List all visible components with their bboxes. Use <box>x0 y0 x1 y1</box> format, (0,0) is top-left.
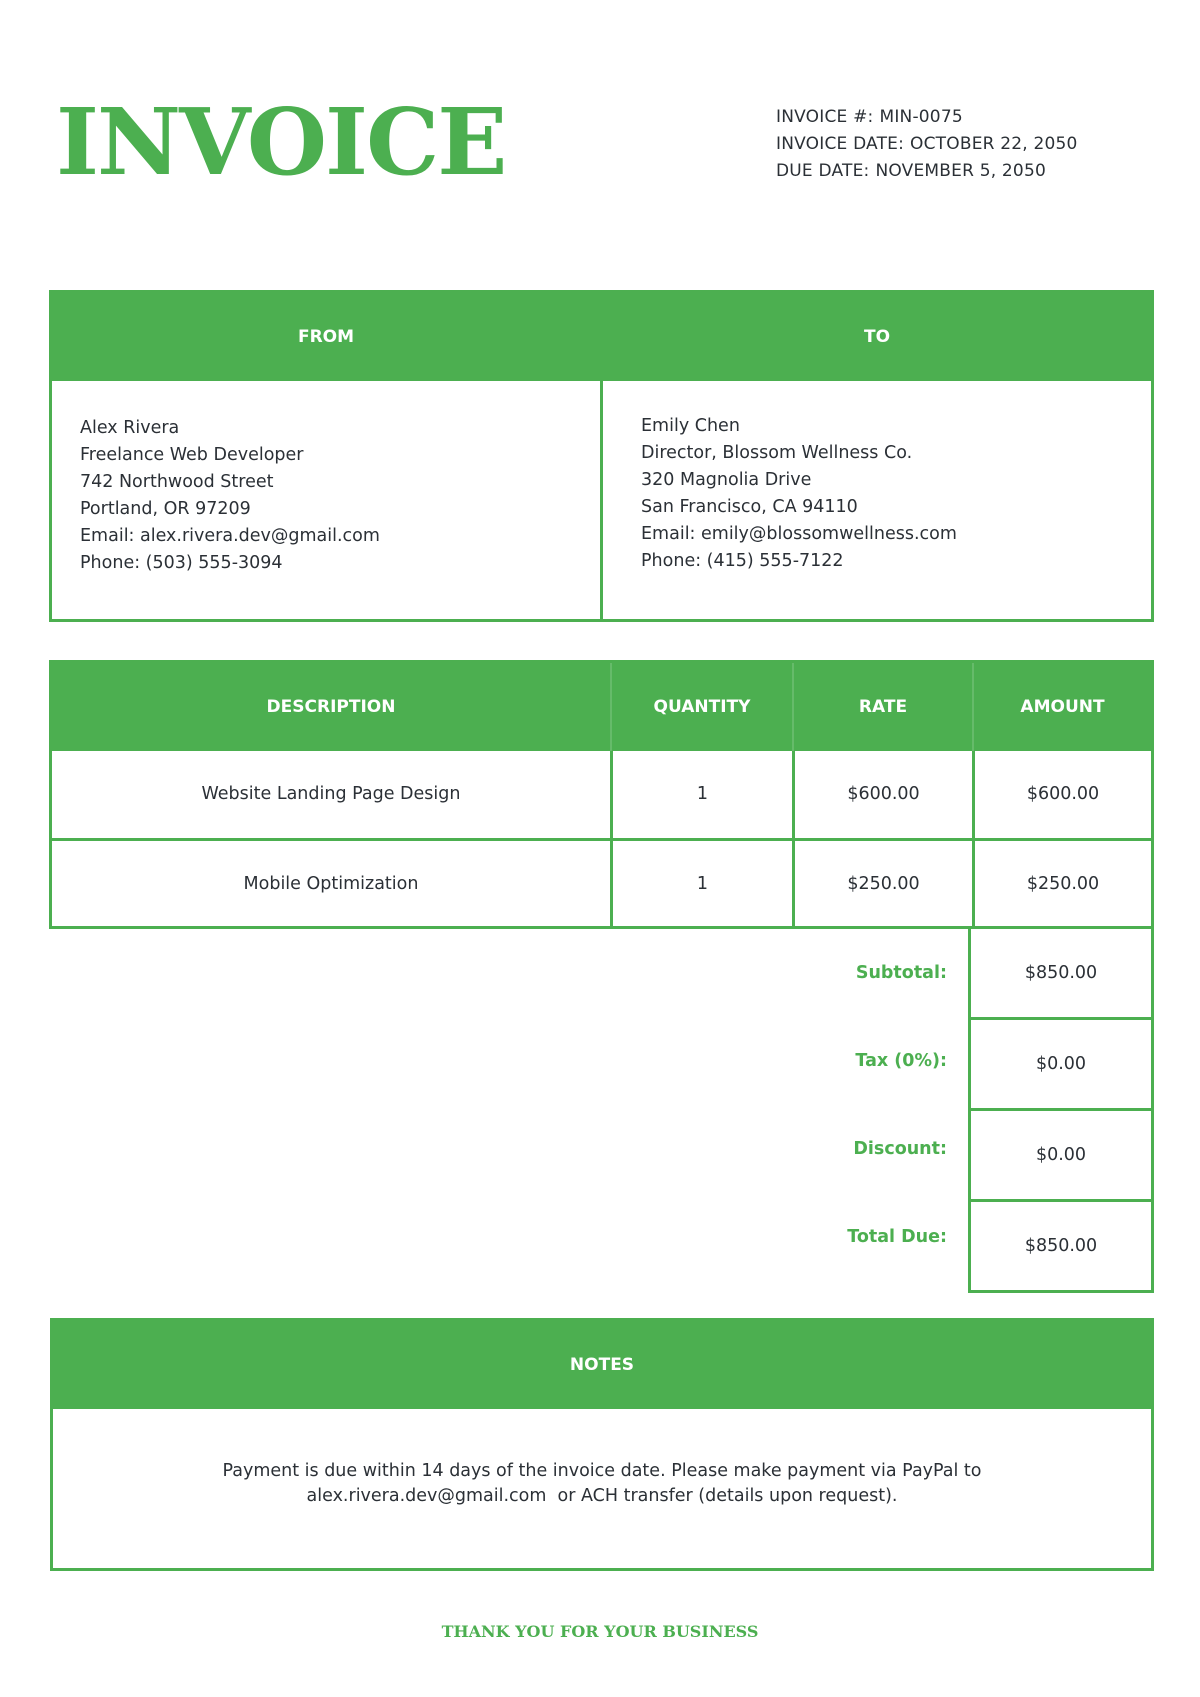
invoice-meta <box>776 104 1084 185</box>
item-amount: $600.00 <box>972 751 1151 838</box>
item-quantity: 1 <box>610 751 792 838</box>
to-street: 320 Magnolia Drive <box>641 470 812 490</box>
from-street: 742 Northwood Street <box>80 472 274 492</box>
subtotal-value: $850.00 <box>1024 963 1098 983</box>
notes-line-2: alex.rivera.dev@gmail.com or ACH transfer (details upon request). <box>306 1486 898 1506</box>
notes-section <box>50 1318 1154 1571</box>
items-table <box>49 660 1154 929</box>
col-description: DESCRIPTION <box>266 697 396 717</box>
from-details <box>52 381 600 577</box>
total-due-label: Total Due: <box>847 1227 947 1247</box>
invoice-number-label: INVOICE #: <box>776 107 874 127</box>
totals-values <box>968 926 1154 1293</box>
tax-value: $0.00 <box>971 1017 1151 1108</box>
from-name: Alex Rivera <box>80 418 180 438</box>
to-header: TO <box>603 293 1151 381</box>
table-row <box>52 751 1151 838</box>
notes-line-1: Payment is due within 14 days of the invoice date. Please make payment via PayPal to <box>222 1461 982 1481</box>
subtotal-label: Subtotal: <box>855 963 947 983</box>
parties-section <box>49 290 1154 622</box>
thank-you-footer: THANK YOU FOR YOUR BUSINESS <box>441 1622 759 1641</box>
invoice-date-label: INVOICE DATE: <box>776 134 905 154</box>
item-quantity: 1 <box>610 841 792 928</box>
due-date: NOVEMBER 5, 2050 <box>875 161 1046 181</box>
from-email: Email: alex.rivera.dev@gmail.com <box>80 526 380 546</box>
invoice-date-row <box>776 131 1084 158</box>
discount-label: Discount: <box>853 1139 947 1159</box>
notes-header: NOTES <box>53 1321 1151 1409</box>
to-phone: Phone: (415) 555-7122 <box>641 551 844 571</box>
to-name: Emily Chen <box>641 416 740 436</box>
item-rate: $600.00 <box>792 751 972 838</box>
from-phone: Phone: (503) 555-3094 <box>80 553 283 573</box>
discount-value: $0.00 <box>971 1108 1151 1199</box>
to-city: San Francisco, CA 94110 <box>641 497 858 517</box>
item-description: Mobile Optimization <box>243 874 419 894</box>
total-due-value: $850.00 <box>971 1199 1151 1290</box>
to-email: Email: emily@blossomwellness.com <box>641 524 957 544</box>
from-title: Freelance Web Developer <box>80 445 304 465</box>
due-date-row <box>776 158 1084 185</box>
invoice-number-row <box>776 104 1084 131</box>
table-row <box>52 838 1151 928</box>
col-quantity: QUANTITY <box>610 663 792 751</box>
col-rate: RATE <box>792 663 972 751</box>
due-date-label: DUE DATE: <box>776 161 870 181</box>
invoice-date: OCTOBER 22, 2050 <box>910 134 1078 154</box>
invoice-number: MIN-0075 <box>879 107 963 127</box>
tax-label: Tax (0%): <box>855 1051 947 1071</box>
to-panel <box>600 293 1151 619</box>
totals-labels <box>700 929 947 1281</box>
invoice-title: INVOICE <box>56 88 506 196</box>
item-rate: $250.00 <box>792 841 972 928</box>
to-title: Director, Blossom Wellness Co. <box>641 443 913 463</box>
item-description: Website Landing Page Design <box>201 784 461 804</box>
from-panel <box>52 293 600 619</box>
notes-body <box>53 1409 1151 1509</box>
from-city: Portland, OR 97209 <box>80 499 251 519</box>
from-header: FROM <box>52 293 600 381</box>
to-details <box>603 381 1151 575</box>
items-header-row <box>52 663 1151 751</box>
col-amount: AMOUNT <box>972 663 1151 751</box>
item-amount: $250.00 <box>972 841 1151 928</box>
